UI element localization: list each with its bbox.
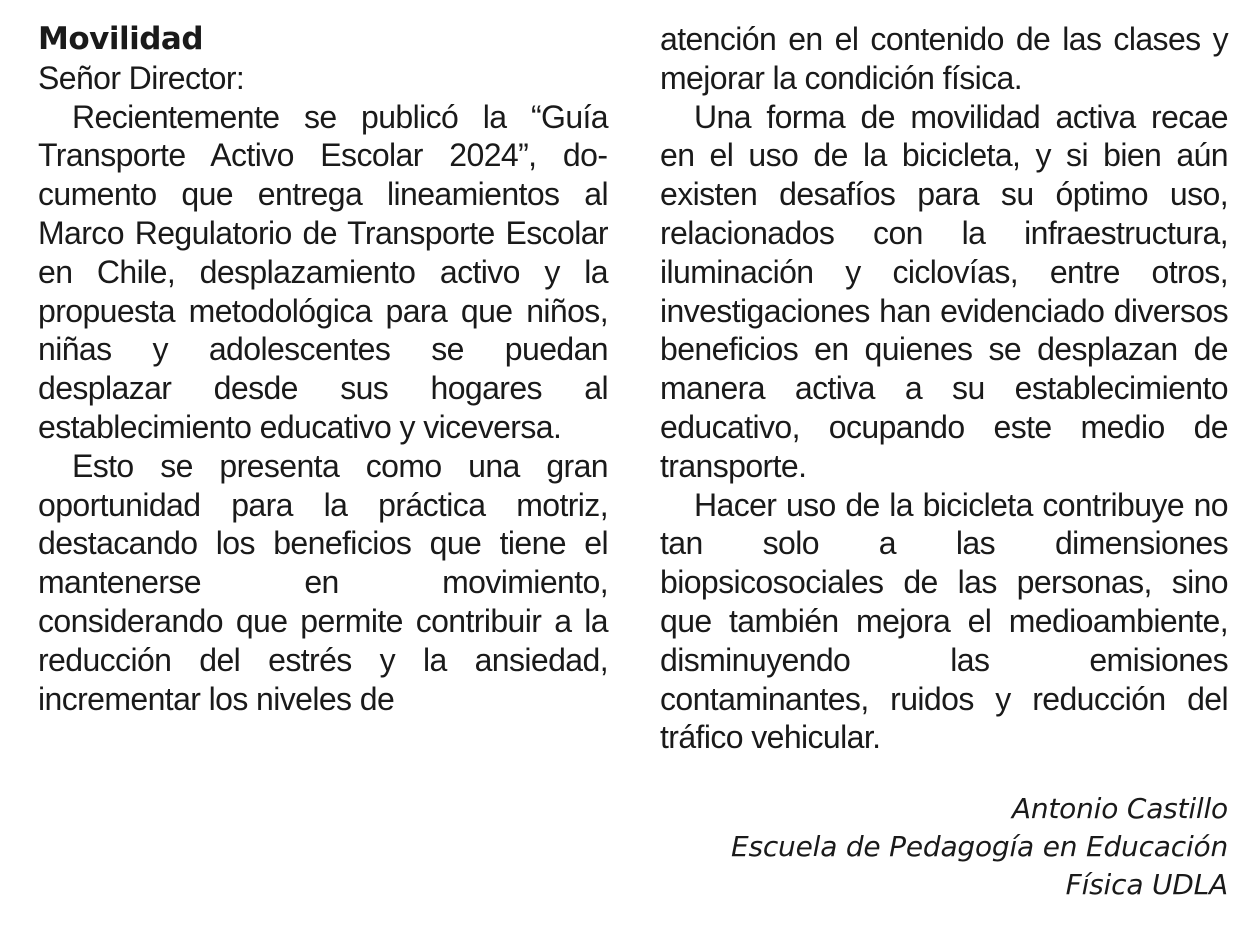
salutation: Señor Director: <box>38 59 245 96</box>
signature-name: Antonio Castillo <box>1011 792 1228 825</box>
right-column <box>660 20 1228 757</box>
paragraph-3: Una forma de movilidad activa recae en el uso de la bicicleta, y si bien aún existen desafíos para su óptimo uso, relacionados con la infraestructura, iluminación y ciclovías, entre otros, investigaciones han evidenciado diversos beneficios en quienes se desplazan de manera activa a su establecimiento educativo, ocupando este medio de transporte. <box>660 98 1228 484</box>
signature-affiliation-line-1: Escuela de Pedagogía en Educación <box>730 830 1228 863</box>
signature-affiliation-line-2: Física UDLA <box>1065 868 1228 901</box>
paragraph-4: Hacer uso de la bicicleta contribuye no tan solo a las dimensiones biopsicosociales de las personas, sino que también mejora el medioambiente, disminuyendo las emisiones contaminantes, ruidos y reducción del tráfico vehicular. <box>660 486 1228 756</box>
paragraph-1: Recientemente se publicó la “Guía Transporte Activo Escolar 2024”, documento que entrega lineamientos al Marco Regulatorio de Transporte Escolar en Chile, desplazamiento activo y la propuesta metodológica para que niños, niñas y adolescentes se puedan desplazar desde sus hogares al establecimiento educativo y viceversa. <box>38 98 608 445</box>
paragraph-2-continuation: atención en el contenido de las clases y mejorar la condición física. <box>660 21 1228 96</box>
signature-block <box>731 790 1228 904</box>
left-column <box>38 20 608 718</box>
letter-heading: Movilidad <box>38 21 204 57</box>
paragraph-2: Esto se presenta como una gran oportunidad para la práctica motriz, destacando los beneficios que tiene el mantenerse en movimiento, considerando que permite contribuir a la reducción del estrés y la ansiedad, incrementar los niveles de <box>38 447 608 717</box>
